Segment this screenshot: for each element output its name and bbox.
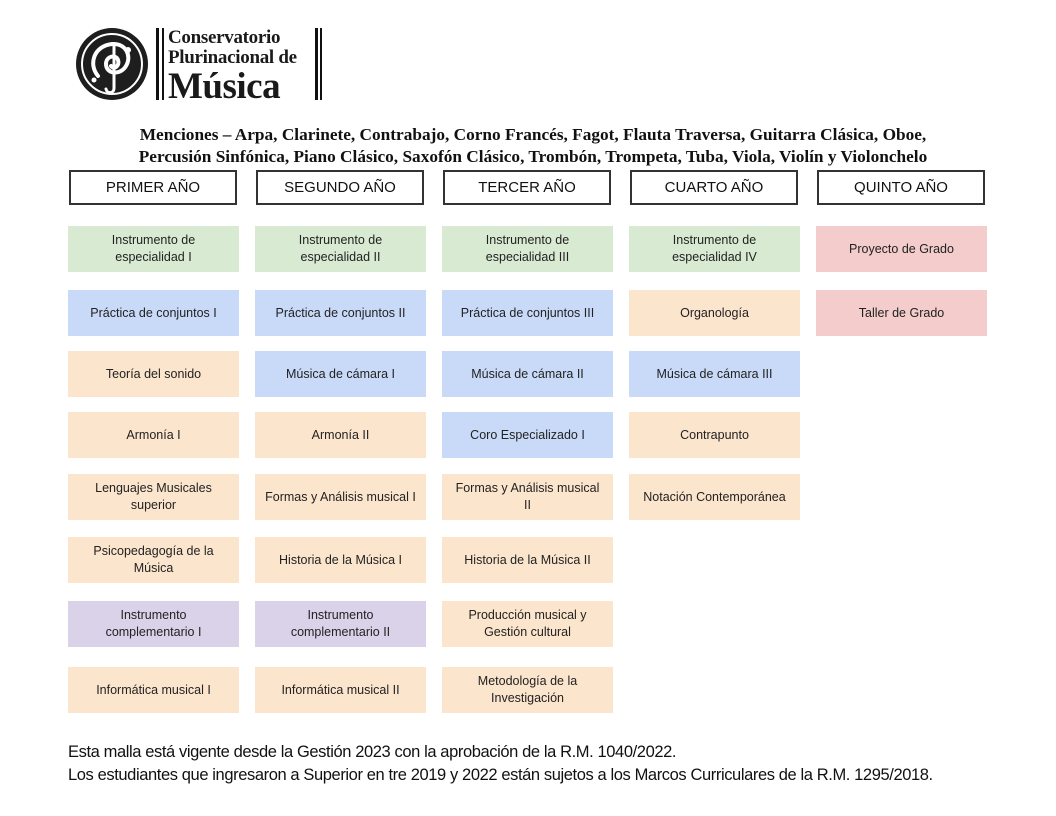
year-header: SEGUNDO AÑO [256, 170, 424, 205]
course-label: Música de cámara III [656, 366, 773, 381]
course-label: Formas y Análisis musical II [455, 481, 600, 512]
course-label: Práctica de conjuntos II [275, 305, 406, 320]
course-label: Práctica de conjuntos I [90, 305, 217, 320]
course-cell [442, 601, 613, 647]
year-header: TERCER AÑO [443, 170, 611, 205]
course-cell [68, 601, 239, 647]
course-cell [68, 226, 239, 272]
course-label: Historia de la Música I [279, 552, 402, 567]
menciones-line-1: Menciones – Arpa, Clarinete, Contrabajo, Corno Francés, Fagot, Flauta Traversa, Guitarra Clásica, Oboe, [139, 125, 927, 144]
course-cell [255, 474, 426, 520]
course-cell [629, 474, 800, 520]
course-label: Proyecto de Grado [849, 241, 954, 256]
logo-line-2: Plurinacional de [168, 47, 297, 68]
course-cell [442, 667, 613, 713]
course-label: Instrumento de especialidad I [111, 233, 196, 264]
course-label: Armonía II [311, 427, 370, 442]
footer-note [68, 741, 933, 787]
course-label: Instrumento de especialidad II [298, 233, 383, 264]
course-label: Organología [680, 305, 749, 320]
logo-line-3: Música [168, 66, 281, 107]
course-label: Instrumento complementario II [290, 608, 391, 639]
course-cell [442, 474, 613, 520]
course-cell [442, 537, 613, 583]
course-cell [255, 667, 426, 713]
course-label: Instrumento complementario I [105, 608, 202, 639]
course-cell [442, 412, 613, 458]
course-cell [68, 474, 239, 520]
course-label: Teoría del sonido [105, 366, 202, 381]
menciones-heading [60, 124, 1006, 168]
course-cell [816, 290, 987, 336]
logo-bar-left [156, 28, 159, 100]
course-cell [255, 351, 426, 397]
course-label: Taller de Grado [858, 305, 945, 320]
course-cell [442, 226, 613, 272]
course-cell [68, 537, 239, 583]
course-label: Música de cámara I [285, 366, 396, 381]
course-label: Informática musical I [96, 682, 211, 697]
footer-line-1: Esta malla está vigente desde la Gestión 2023 con la aprobación de la R.M. 1040/2022. [68, 743, 677, 761]
course-label: Música de cámara II [471, 366, 584, 381]
course-cell [629, 226, 800, 272]
logo-line-1: Conservatorio [168, 27, 281, 48]
course-cell [629, 351, 800, 397]
course-cell [68, 290, 239, 336]
course-cell [816, 226, 987, 272]
course-cell [442, 351, 613, 397]
course-label: Formas y Análisis musical I [265, 489, 416, 504]
course-label: Metodología de la Investigación [477, 674, 578, 705]
course-cell [255, 226, 426, 272]
course-cell [68, 667, 239, 713]
course-cell [68, 351, 239, 397]
course-cell [255, 537, 426, 583]
course-cell [629, 290, 800, 336]
course-label: Historia de la Música II [464, 552, 591, 567]
conservatorio-logo [74, 26, 324, 107]
treble-clef-emblem-icon [74, 26, 150, 102]
course-label: Psicopedagogía de la Música [93, 544, 214, 575]
course-label: Instrumento de especialidad IV [672, 233, 757, 264]
year-header: CUARTO AÑO [630, 170, 798, 205]
logo-bar-right-thin [320, 28, 322, 100]
course-cell [255, 412, 426, 458]
course-label: Producción musical y Gestión cultural [468, 608, 587, 639]
course-label: Práctica de conjuntos III [460, 305, 595, 320]
course-label: Lenguajes Musicales superior [95, 481, 212, 512]
course-label: Instrumento de especialidad III [485, 233, 570, 264]
course-cell [68, 412, 239, 458]
course-cell [255, 290, 426, 336]
year-header: QUINTO AÑO [817, 170, 985, 205]
course-label: Contrapunto [680, 427, 749, 442]
year-header: PRIMER AÑO [69, 170, 237, 205]
course-label: Armonía I [126, 427, 181, 442]
course-cell [255, 601, 426, 647]
course-cell [442, 290, 613, 336]
footer-line-2: Los estudiantes que ingresaron a Superior en tre 2019 y 2022 están sujetos a los Marcos Curriculares de la R.M. 1295/2018. [68, 766, 933, 784]
logo-bar-left-thin [162, 28, 164, 100]
course-label: Coro Especializado I [470, 427, 585, 442]
course-label: Informática musical II [281, 682, 400, 697]
course-label: Notación Contemporánea [643, 489, 786, 504]
menciones-line-2: Percusión Sinfónica, Piano Clásico, Saxofón Clásico, Trombón, Trompeta, Tuba, Viola, Violín y Violonchelo [138, 147, 928, 166]
course-cell [629, 412, 800, 458]
logo-bar-right [315, 28, 318, 100]
